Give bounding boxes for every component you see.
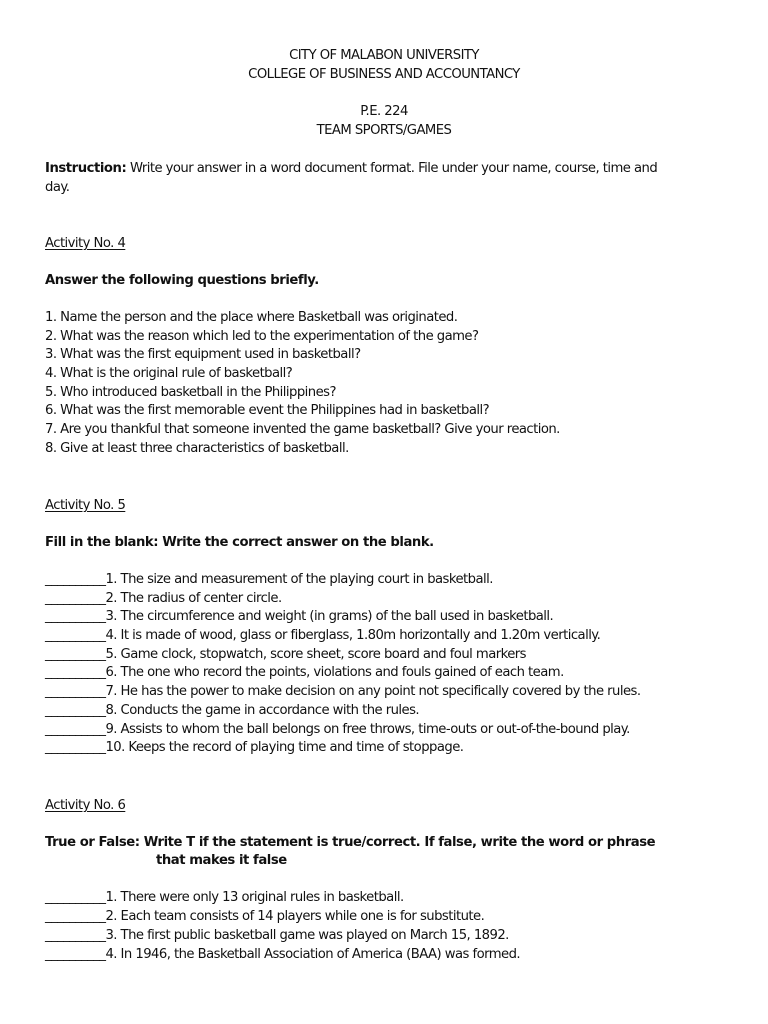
list-item: 7. Are you thankful that someone invented the game basketball? Give your reaction. bbox=[45, 422, 560, 437]
list-item: __________5. Game clock, stopwatch, score sheet, score board and foul markers bbox=[45, 647, 526, 662]
list-item: __________9. Assists to whom the ball belongs on free throws, time-outs or out-of-the-bound play. bbox=[45, 722, 630, 737]
course-title: TEAM SPORTS/GAMES bbox=[316, 123, 452, 138]
list-item: 2. What was the reason which led to the experimentation of the game? bbox=[45, 329, 479, 344]
activity4-directions: Answer the following questions briefly. bbox=[45, 273, 319, 288]
list-item: __________1. The size and measurement of the playing court in basketball. bbox=[45, 572, 493, 587]
list-item: __________1. There were only 13 original rules in basketball. bbox=[45, 890, 404, 905]
college-name: COLLEGE OF BUSINESS AND ACCOUNTANCY bbox=[248, 67, 520, 82]
list-item: __________10. Keeps the record of playing time and time of stoppage. bbox=[45, 740, 464, 755]
list-item: __________3. The circumference and weight (in grams) of the ball used in basketball. bbox=[45, 609, 554, 624]
course-code: P.E. 224 bbox=[360, 104, 408, 119]
instruction-text-cont: day. bbox=[45, 180, 70, 195]
list-item: __________8. Conducts the game in accordance with the rules. bbox=[45, 703, 420, 718]
list-item: __________2. Each team consists of 14 players while one is for substitute. bbox=[45, 909, 485, 924]
list-item: __________4. In 1946, the Basketball Association of America (BAA) was formed. bbox=[45, 947, 521, 962]
list-item: __________6. The one who record the points, violations and fouls gained of each team. bbox=[45, 665, 564, 680]
instruction-text: Write your answer in a word document format. File under your name, course, time and bbox=[126, 161, 658, 176]
activity6-title: Activity No. 6 bbox=[45, 798, 126, 813]
activity5-title: Activity No. 5 bbox=[45, 498, 126, 513]
activity6-directions: True or False: Write T if the statement is true/correct. If false, write the word or phrase bbox=[45, 835, 656, 850]
list-item: 1. Name the person and the place where Basketball was originated. bbox=[45, 310, 458, 325]
list-item: 3. What was the first equipment used in basketball? bbox=[45, 347, 361, 362]
instruction-label: Instruction: bbox=[45, 161, 127, 176]
activity4-title: Activity No. 4 bbox=[45, 236, 126, 251]
list-item: __________7. He has the power to make decision on any point not specifically covered by the rules. bbox=[45, 684, 641, 699]
university-name: CITY OF MALABON UNIVERSITY bbox=[289, 48, 479, 63]
activity6-directions-cont: that makes it false bbox=[156, 853, 287, 868]
list-item: 4. What is the original rule of basketball? bbox=[45, 366, 293, 381]
list-item: __________2. The radius of center circle. bbox=[45, 591, 282, 606]
list-item: __________4. It is made of wood, glass or fiberglass, 1.80m horizontally and 1.20m vertically. bbox=[45, 628, 601, 643]
list-item: __________3. The first public basketball game was played on March 15, 1892. bbox=[45, 928, 509, 943]
instruction bbox=[45, 160, 657, 178]
list-item: 5. Who introduced basketball in the Philippines? bbox=[45, 385, 336, 400]
list-item: 8. Give at least three characteristics of basketball. bbox=[45, 441, 349, 456]
list-item: 6. What was the first memorable event the Philippines had in basketball? bbox=[45, 403, 490, 418]
activity5-directions: Fill in the blank: Write the correct answer on the blank. bbox=[45, 535, 434, 550]
